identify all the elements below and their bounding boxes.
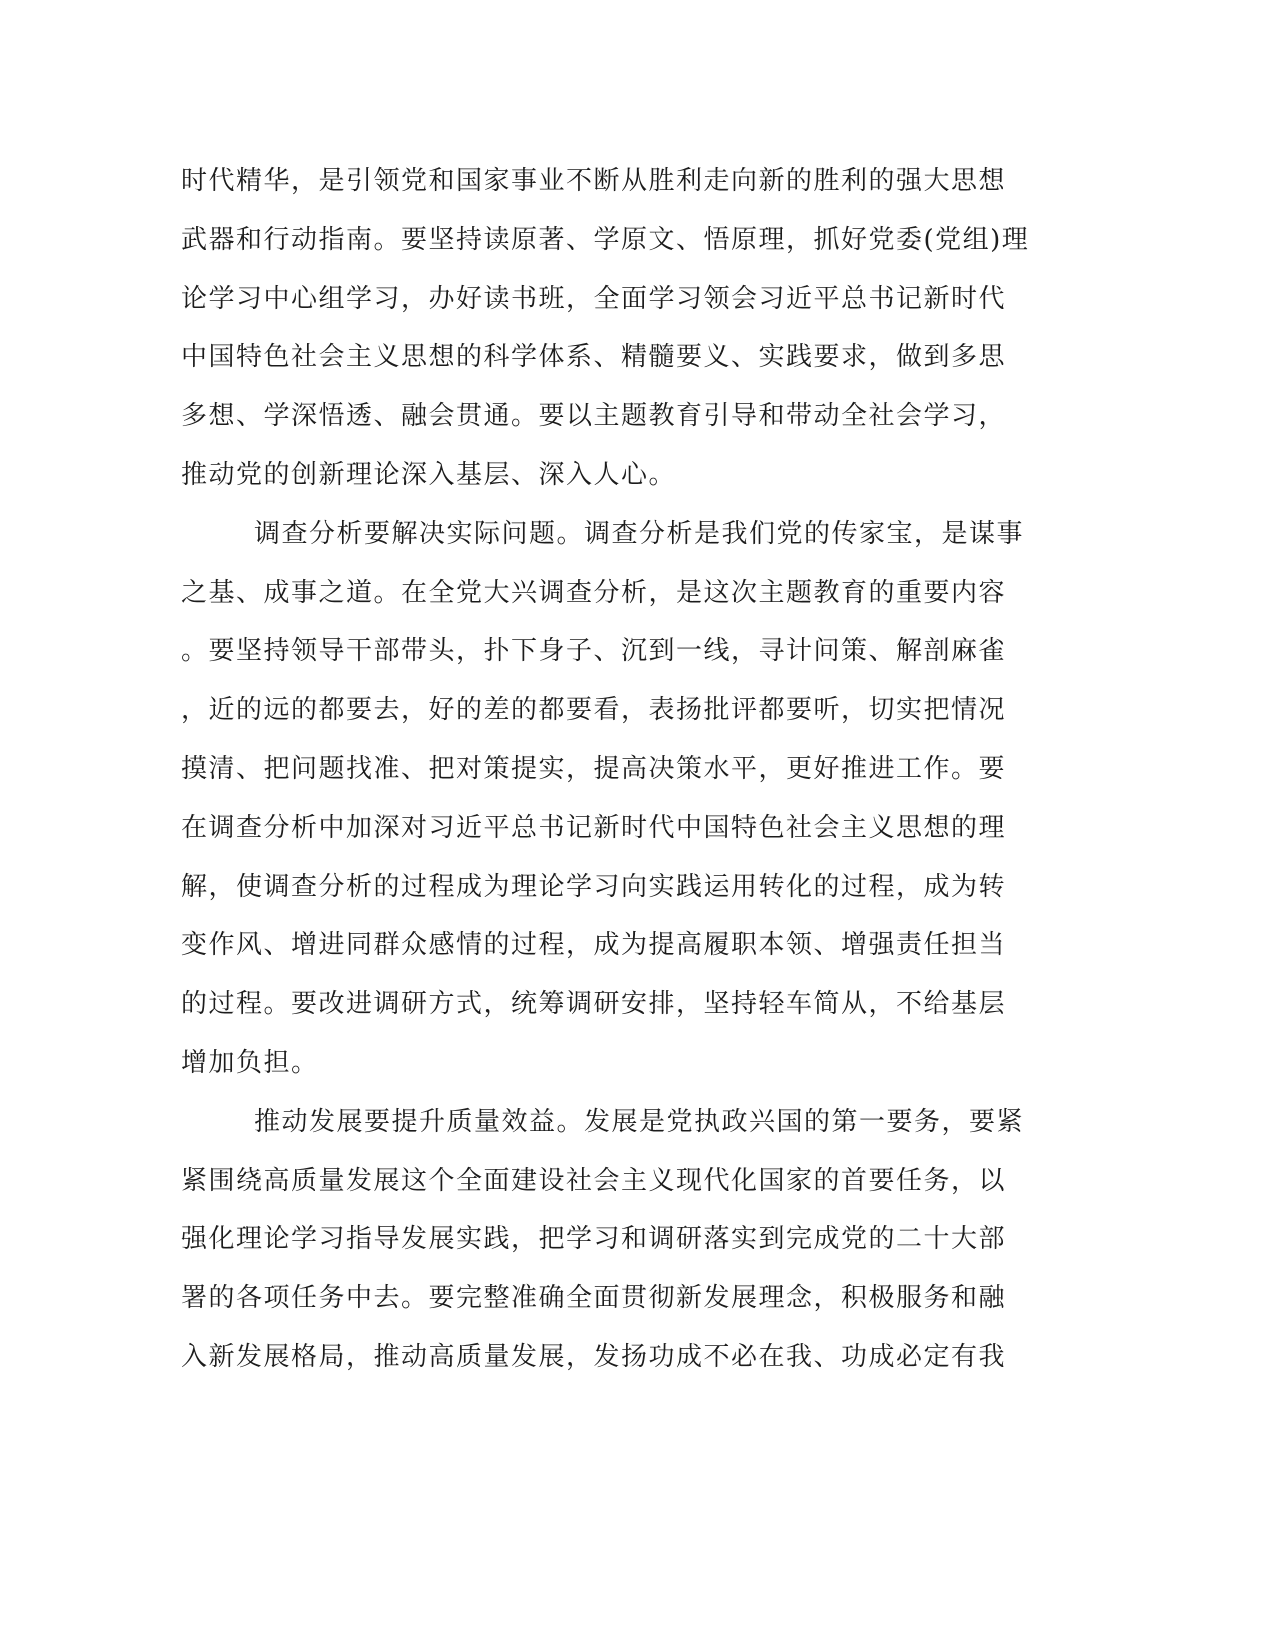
document-body <box>181 152 1061 1387</box>
paragraph-development <box>181 1093 1061 1387</box>
paragraph-theory-study <box>181 152 1061 505</box>
text-line: 变作风、增进同群众感情的过程，成为提高履职本领、增强责任担当 <box>181 930 1007 961</box>
text-line: 摸清、把问题找准、把对策提实，提高决策水平，更好推进工作。要 <box>181 753 1007 784</box>
text-line: 的过程。要改进调研方式，统筹调研安排，坚持轻车简从，不给基层 <box>181 989 1007 1020</box>
text-line: 时代精华，是引领党和国家事业不断从胜利走向新的胜利的强大思想 <box>181 166 1007 196</box>
text-line: 在调查分析中加深对习近平总书记新时代中国特色社会主义思想的理 <box>181 812 1007 843</box>
text-line: 。要坚持领导干部带头，扑下身子、沉到一线，寻计问策、解剖麻雀 <box>181 636 1007 667</box>
text-line: 之基、成事之道。在全党大兴调查分析，是这次主题教育的重要内容 <box>181 577 1007 608</box>
text-line: 武器和行动指南。要坚持读原著、学原文、悟原理，抓好党委(党组)理 <box>181 224 1030 255</box>
text-line: 推动党的创新理论深入基层、深入人心。 <box>181 459 677 490</box>
text-line: 增加负担。 <box>181 1047 319 1078</box>
text-line: 紧围绕高质量发展这个全面建设社会主义现代化国家的首要任务，以 <box>181 1165 1007 1196</box>
text-line: 推动发展要提升质量效益。发展是党执政兴国的第一要务，要紧 <box>254 1106 1025 1137</box>
text-line: 中国特色社会主义思想的科学体系、精髓要义、实践要求，做到多思 <box>181 342 1007 373</box>
paragraph-investigation <box>181 505 1061 1093</box>
text-line: 调查分析要解决实际问题。调查分析是我们党的传家宝，是谋事 <box>254 518 1025 549</box>
text-line: ，近的远的都要去，好的差的都要看，表扬批评都要听，切实把情况 <box>181 695 1007 726</box>
text-line: 入新发展格局，推动高质量发展，发扬功成不必在我、功成必定有我 <box>181 1341 1007 1372</box>
text-line: 论学习中心组学习，办好读书班，全面学习领会习近平总书记新时代 <box>181 283 1007 314</box>
text-line: 解，使调查分析的过程成为理论学习向实践运用转化的过程，成为转 <box>181 871 1007 902</box>
text-line: 强化理论学习指导发展实践，把学习和调研落实到完成党的二十大部 <box>181 1224 1007 1255</box>
text-line: 署的各项任务中去。要完整准确全面贯彻新发展理念，积极服务和融 <box>181 1283 1007 1314</box>
text-line: 多想、学深悟透、融会贯通。要以主题教育引导和带动全社会学习， <box>181 401 1007 432</box>
